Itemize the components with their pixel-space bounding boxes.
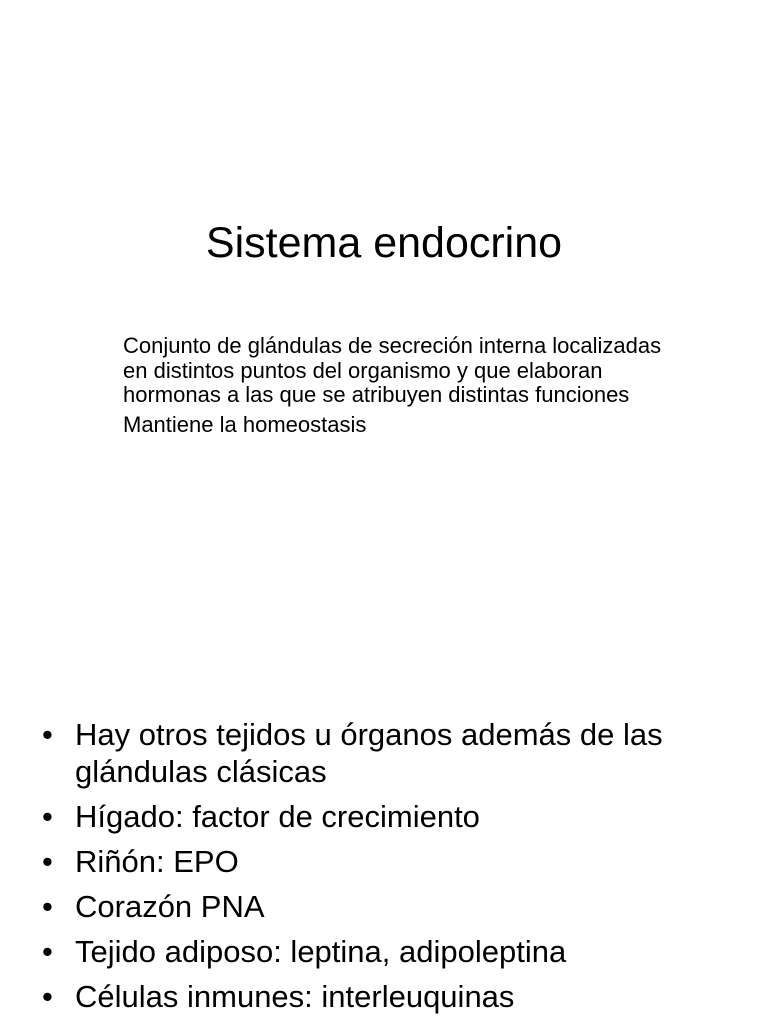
slide-title: Sistema endocrino bbox=[205, 219, 563, 267]
bullet-item bbox=[40, 933, 750, 970]
bullet-text: Corazón PNA bbox=[75, 889, 265, 924]
definition-text: Conjunto de glándulas de secreción interna localizadas en distintos puntos del organismo y que elaboran hormonas a las que se atribuyen distintas funciones bbox=[123, 333, 662, 407]
bullet-list bbox=[40, 716, 750, 1023]
bullet-text: Células inmunes: interleuquinas bbox=[75, 979, 515, 1014]
bullet-icon: • bbox=[42, 844, 53, 879]
function-text: Mantiene la homeostasis bbox=[123, 411, 367, 437]
bullet-text: Tejido adiposo: leptina, adipoleptina bbox=[75, 934, 567, 969]
bullet-text: Riñón: EPO bbox=[75, 844, 239, 879]
bullet-icon: • bbox=[42, 717, 53, 752]
bullet-item bbox=[40, 888, 750, 925]
bullet-item bbox=[40, 843, 750, 880]
bullet-item bbox=[40, 978, 750, 1015]
bullet-item bbox=[40, 716, 750, 790]
bullet-icon: • bbox=[42, 934, 53, 969]
bullet-item bbox=[40, 798, 750, 835]
description-block bbox=[123, 334, 683, 437]
bullet-text: Hay otros tejidos u órganos además de las glándulas clásicas bbox=[75, 717, 663, 789]
bullet-icon: • bbox=[42, 979, 53, 1014]
bullet-icon: • bbox=[42, 799, 53, 834]
bullet-text: Hígado: factor de crecimiento bbox=[75, 799, 480, 834]
bullet-icon: • bbox=[42, 889, 53, 924]
